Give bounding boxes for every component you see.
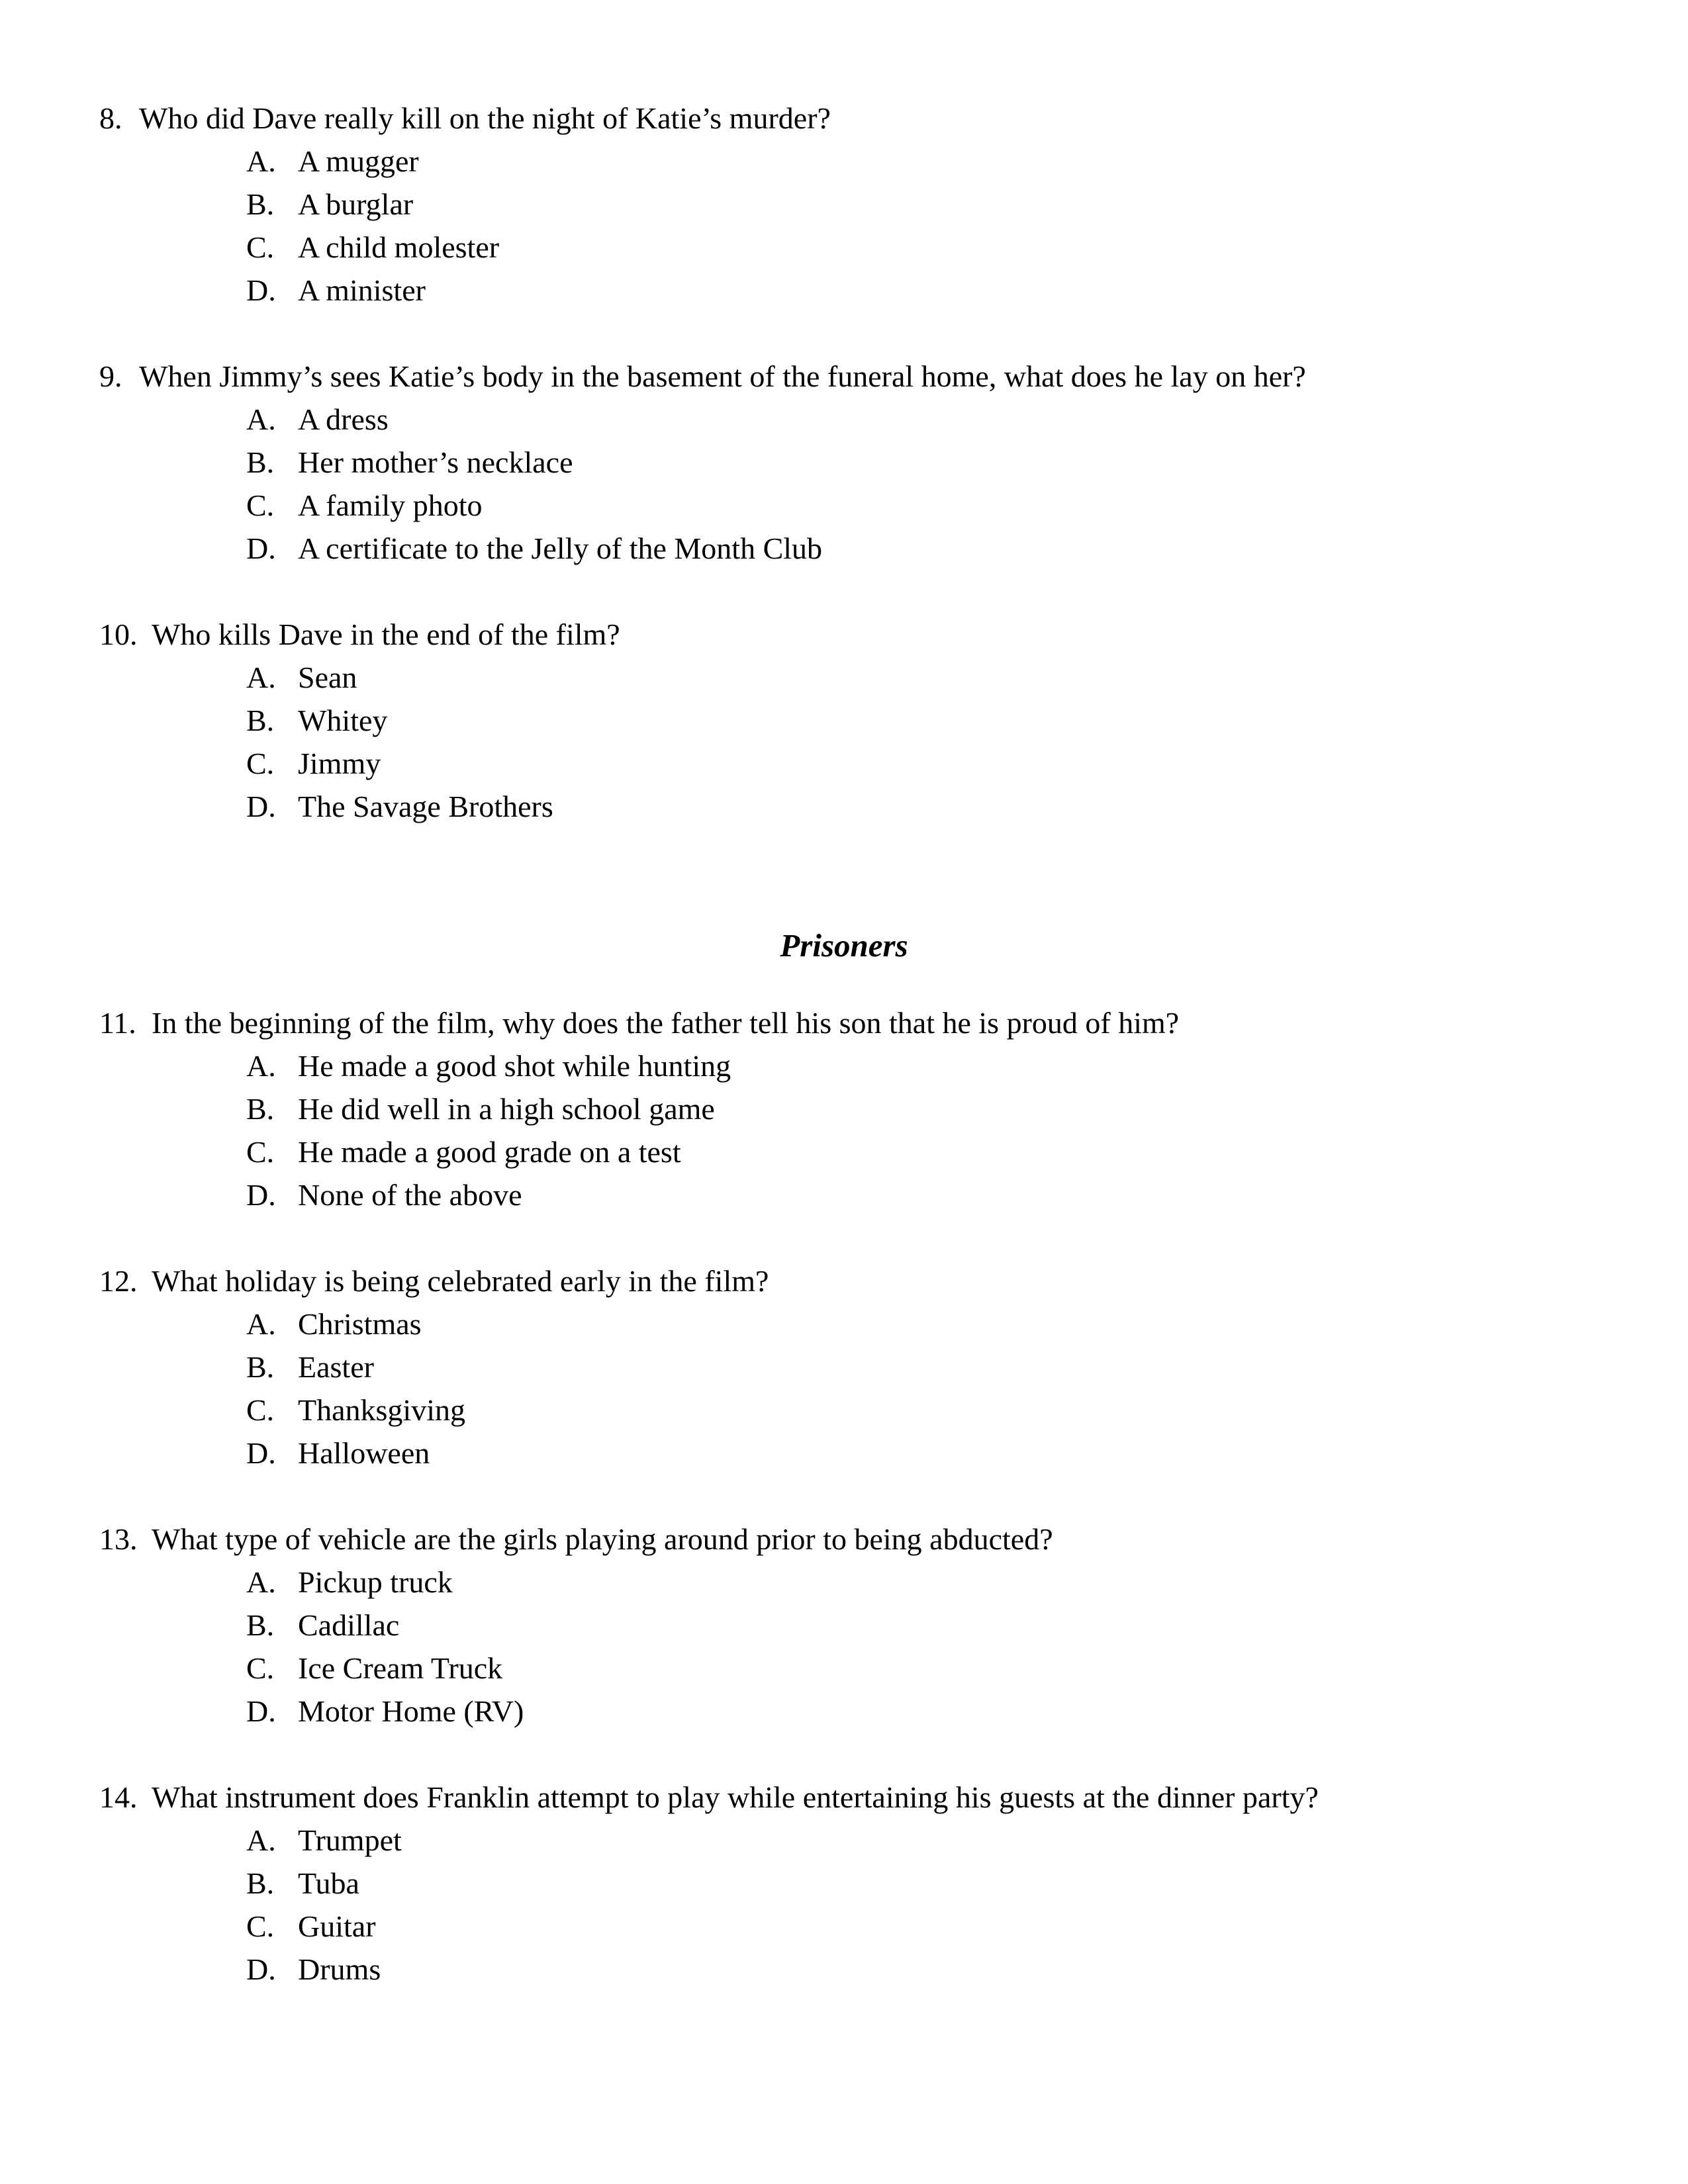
option-text: Sean [298, 660, 357, 694]
question-number: 13. [99, 1522, 138, 1556]
question-stem [99, 355, 1306, 398]
option-letter: B. [246, 704, 275, 737]
question-text: What type of vehicle are the girls playing around prior to being abducted? [152, 1522, 1053, 1556]
option-letter: D. [246, 1178, 276, 1212]
question-stem [99, 613, 620, 657]
answer-option [246, 656, 357, 700]
option-text: Her mother’s necklace [298, 445, 573, 479]
question-number: 12. [99, 1264, 138, 1298]
option-text: Tuba [298, 1866, 359, 1900]
answer-option [246, 484, 483, 527]
question-number: 14. [99, 1780, 138, 1814]
answer-option [246, 1862, 359, 1905]
option-letter: C. [246, 488, 275, 522]
answer-option [246, 226, 499, 269]
answer-option [246, 269, 426, 312]
option-text: Halloween [298, 1436, 430, 1470]
option-letter: A. [246, 660, 276, 694]
option-text: Cadillac [298, 1608, 400, 1642]
option-letter: C. [246, 1651, 275, 1685]
option-text: Easter [298, 1350, 374, 1384]
option-text: A certificate to the Jelly of the Month Club [298, 531, 823, 565]
answer-option [246, 742, 381, 786]
option-text: A dress [298, 402, 389, 436]
answer-option [246, 1604, 399, 1647]
option-text: Motor Home (RV) [298, 1694, 524, 1728]
option-text: A burglar [298, 187, 414, 221]
answer-option [246, 398, 389, 441]
option-text: He did well in a high school game [298, 1092, 715, 1126]
answer-option [246, 1690, 524, 1733]
option-text: None of the above [298, 1178, 522, 1212]
answer-option [246, 1432, 430, 1475]
question-text: In the beginning of the film, why does the father tell his son that he is proud of him? [152, 1006, 1180, 1040]
answer-option [246, 1130, 681, 1174]
option-text: Ice Cream Truck [298, 1651, 503, 1685]
option-letter: C. [246, 1393, 275, 1427]
option-letter: C. [246, 1135, 275, 1169]
option-letter: C. [246, 230, 275, 264]
question-text: Who kills Dave in the end of the film? [152, 617, 620, 651]
option-letter: D. [246, 531, 276, 565]
option-letter: A. [246, 1307, 276, 1341]
answer-option [246, 1948, 381, 1991]
option-text: Trumpet [298, 1823, 402, 1857]
option-text: The Savage Brothers [298, 790, 553, 823]
option-letter: A. [246, 402, 276, 436]
option-letter: B. [246, 1866, 275, 1900]
option-text: A minister [298, 273, 426, 307]
answer-option [246, 1561, 453, 1604]
answer-option [246, 1905, 376, 1948]
question-stem [99, 1518, 1053, 1561]
option-text: Christmas [298, 1307, 422, 1341]
answer-option [246, 527, 822, 570]
option-letter: B. [246, 445, 275, 479]
option-text: Thanksgiving [298, 1393, 465, 1427]
option-letter: C. [246, 1909, 275, 1943]
option-text: Jimmy [298, 747, 381, 780]
answer-option [246, 1388, 465, 1432]
option-letter: D. [246, 1952, 276, 1986]
option-text: A mugger [298, 144, 419, 178]
question-number: 8. [99, 101, 122, 135]
answer-option [246, 699, 387, 743]
question-stem [99, 1259, 769, 1303]
answer-option [246, 1819, 402, 1862]
answer-option [246, 140, 419, 183]
answer-option [246, 1345, 374, 1389]
answer-option [246, 785, 553, 829]
option-letter: A. [246, 144, 276, 178]
answer-option [246, 1647, 502, 1690]
answer-option [246, 441, 573, 484]
answer-option [246, 1173, 522, 1217]
question-stem [99, 1001, 1179, 1045]
answer-option [246, 1087, 715, 1131]
answer-option [246, 183, 413, 226]
option-text: He made a good shot while hunting [298, 1049, 731, 1083]
section-heading: Prisoners [780, 927, 908, 964]
option-letter: A. [246, 1049, 276, 1083]
answer-option [246, 1044, 731, 1088]
option-text: Guitar [298, 1909, 376, 1943]
question-number: 10. [99, 617, 138, 651]
option-letter: D. [246, 1694, 276, 1728]
option-letter: D. [246, 1436, 276, 1470]
option-text: A child molester [298, 230, 500, 264]
question-number: 11. [99, 1006, 136, 1040]
question-stem [99, 1776, 1319, 1819]
question-number: 9. [99, 359, 122, 393]
option-letter: B. [246, 1092, 275, 1126]
option-letter: D. [246, 790, 276, 823]
option-letter: B. [246, 187, 275, 221]
question-stem [99, 97, 831, 140]
question-text: What holiday is being celebrated early in the film? [152, 1264, 769, 1298]
question-text: What instrument does Franklin attempt to play while entertaining his guests at the dinner party? [152, 1780, 1319, 1814]
option-text: Pickup truck [298, 1565, 453, 1599]
option-text: A family photo [298, 488, 483, 522]
option-letter: D. [246, 273, 276, 307]
option-text: He made a good grade on a test [298, 1135, 681, 1169]
question-text: Who did Dave really kill on the night of Katie’s murder? [139, 101, 831, 135]
option-letter: C. [246, 747, 275, 780]
option-text: Whitey [298, 704, 388, 737]
question-text: When Jimmy’s sees Katie’s body in the basement of the funeral home, what does he lay on her? [139, 359, 1306, 393]
answer-option [246, 1302, 422, 1346]
option-text: Drums [298, 1952, 381, 1986]
option-letter: A. [246, 1565, 276, 1599]
option-letter: B. [246, 1608, 275, 1642]
option-letter: A. [246, 1823, 276, 1857]
option-letter: B. [246, 1350, 275, 1384]
